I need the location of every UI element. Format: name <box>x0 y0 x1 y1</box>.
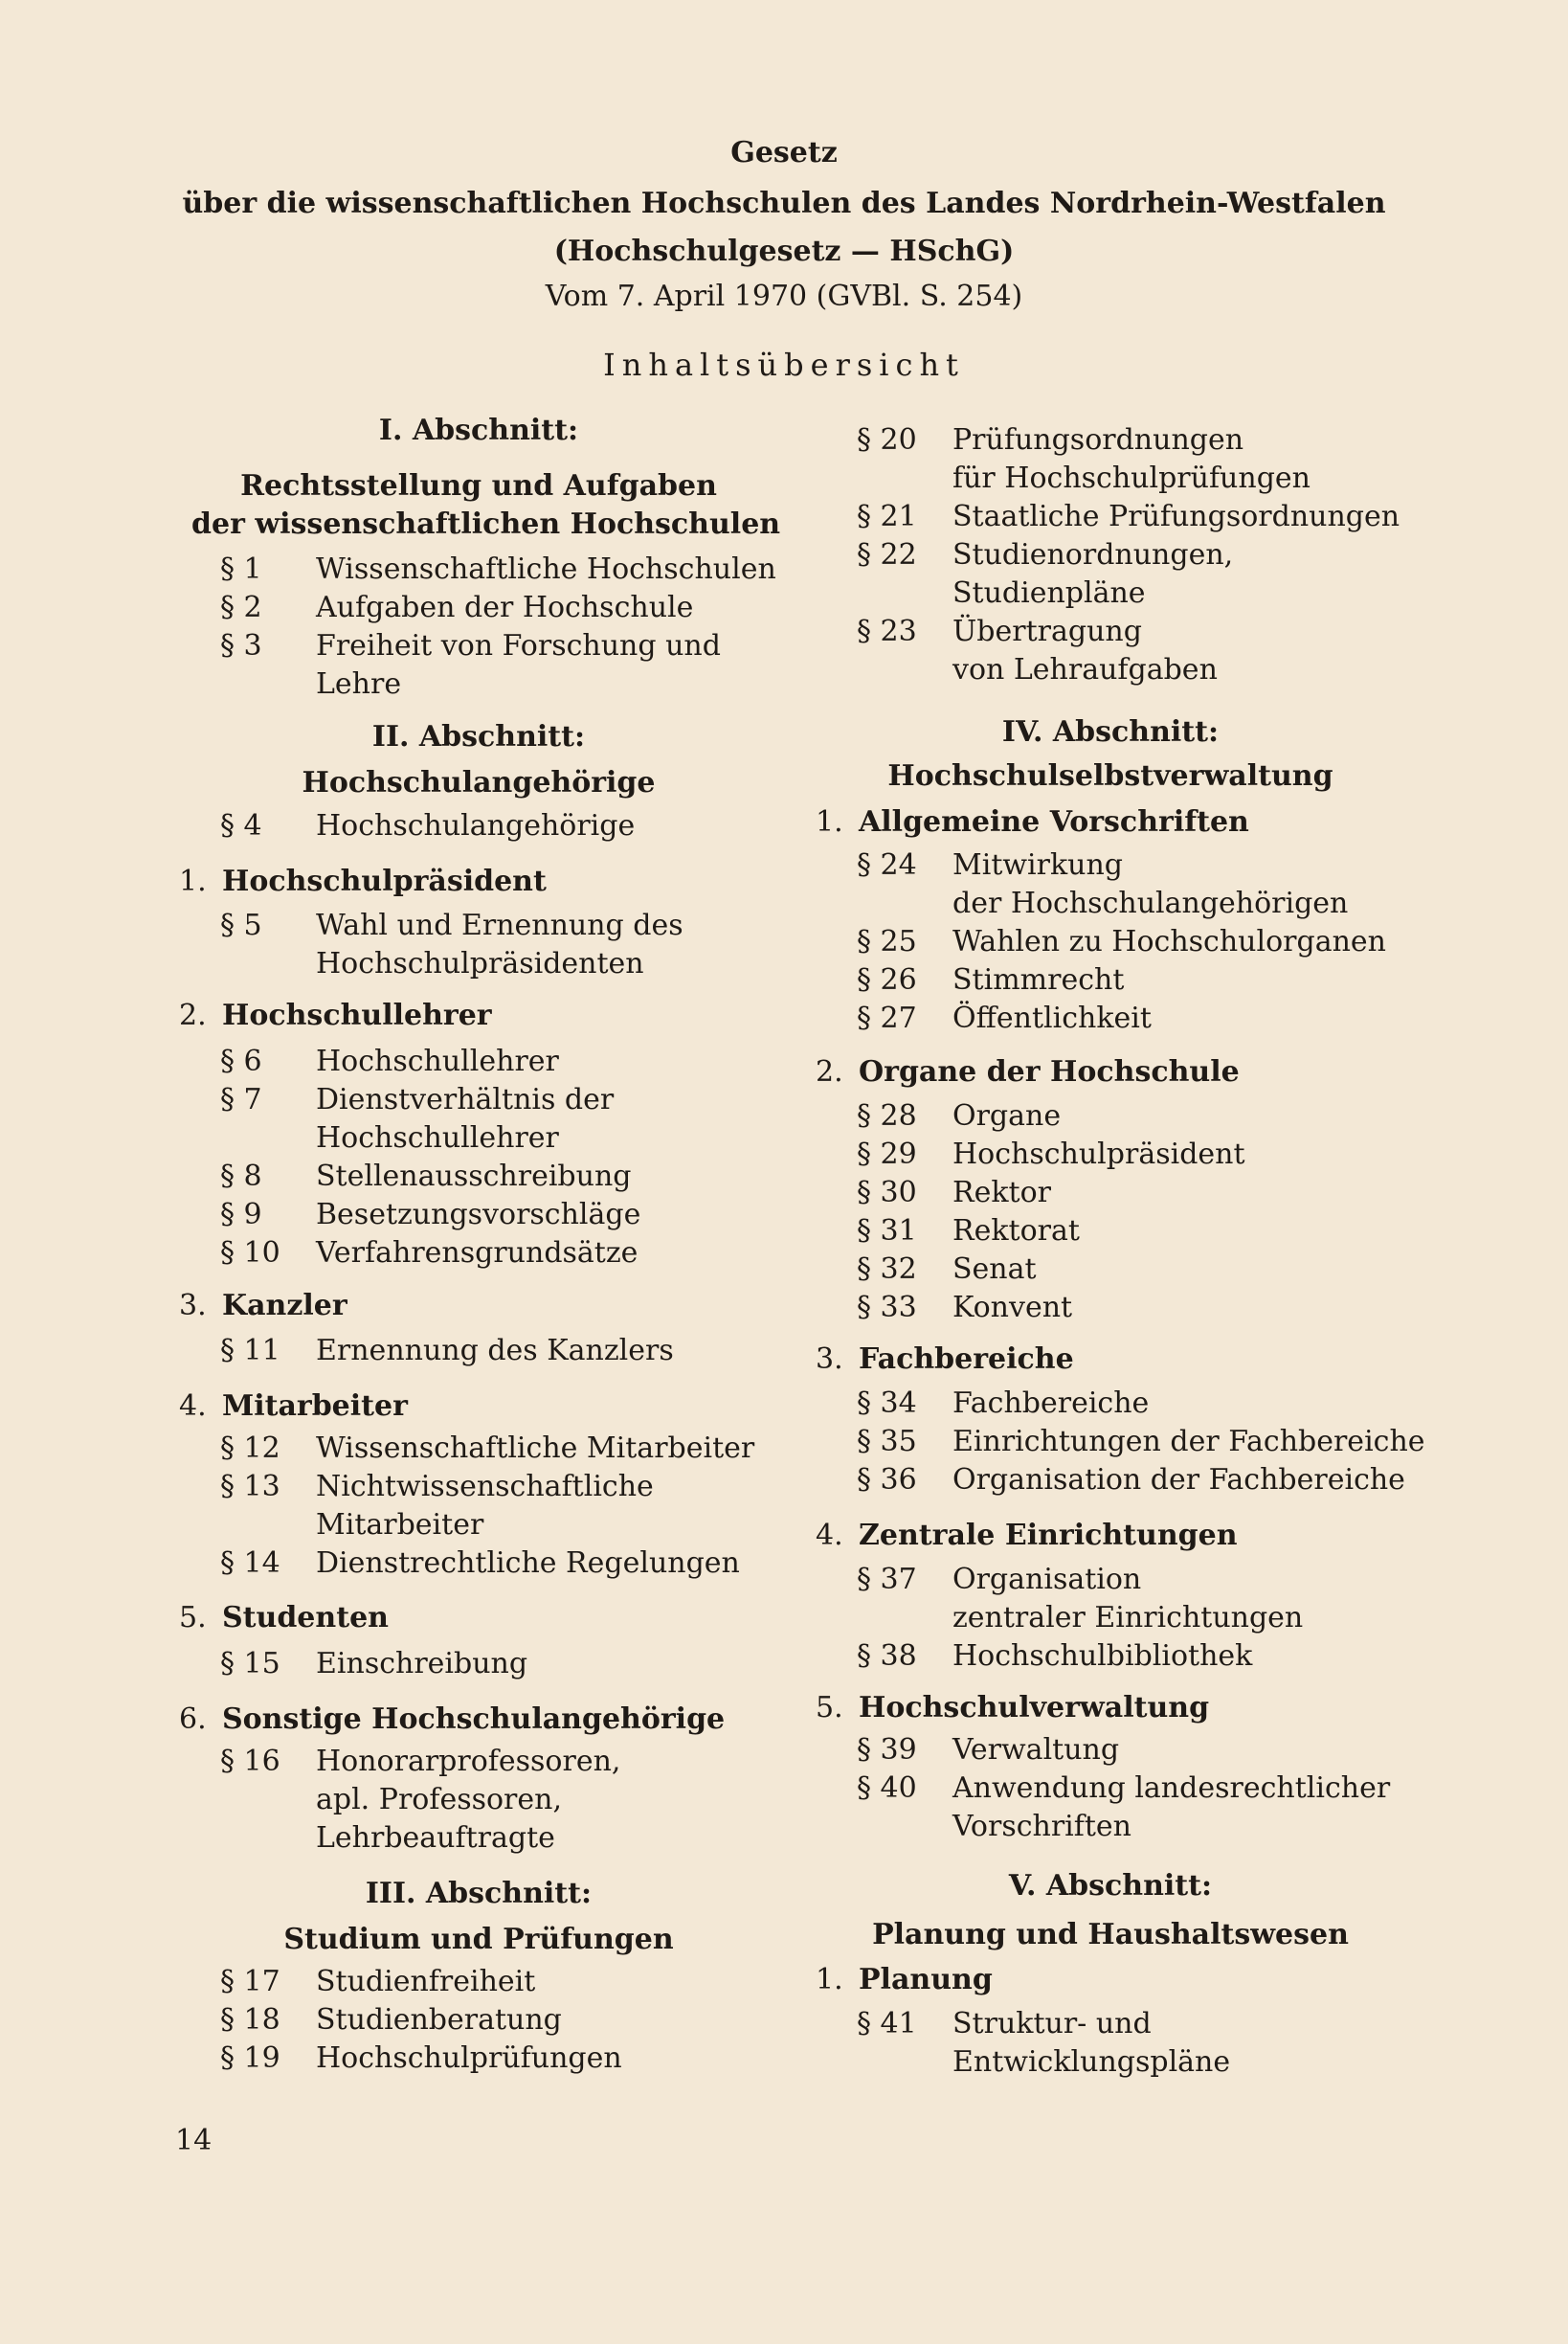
page-number: 14 <box>175 2124 213 2157</box>
toc-entry: § 27 Öffentlichkeit <box>857 1002 1152 1035</box>
toc-entry: § 29 Hochschulpräsident <box>857 1138 1245 1171</box>
toc-entry: § 31 Rektorat <box>857 1214 1080 1248</box>
toc-entry: § 24 Mitwirkung der Hochschulangehörigen <box>857 848 1349 920</box>
subsection-heading: 5. Hochschulverwaltung <box>816 1691 1210 1724</box>
subsection-heading: 3. Kanzler <box>179 1289 347 1322</box>
toc-entry: § 4 Hochschulangehörige <box>220 809 636 843</box>
toc-entry: § 13 Nichtwissenschaftliche Mitarbeiter <box>220 1470 654 1542</box>
toc-entry: § 25 Wahlen zu Hochschulorganen <box>857 925 1386 958</box>
toc-entry: § 6 Hochschullehrer <box>220 1045 559 1078</box>
toc-entry: § 19 Hochschulprüfungen <box>220 2041 622 2075</box>
toc-entry: § 9 Besetzungsvorschläge <box>220 1198 641 1231</box>
subsection-heading: 2. Organe der Hochschule <box>816 1055 1240 1089</box>
toc-entry: § 5 Wahl und Ernennung des Hochschulpräsidenten <box>220 909 683 980</box>
toc-entry: § 12 Wissenschaftliche Mitarbeiter <box>220 1431 755 1465</box>
section-heading: II. Abschnitt: <box>371 720 586 754</box>
toc-entry: § 26 Stimmrecht <box>857 963 1125 997</box>
subsection-heading: 5. Studenten <box>179 1601 389 1634</box>
section-heading: I. Abschnitt: <box>378 414 579 447</box>
toc-entry: § 20 Prüfungsordnungen für Hochschulprüfungen <box>857 423 1310 495</box>
law-date: Vom 7. April 1970 (GVBl. S. 254) <box>545 280 1023 313</box>
section-title: Planung und Haushaltswesen <box>872 1918 1349 1951</box>
toc-entry: § 8 Stellenausschreibung <box>220 1160 632 1193</box>
toc-entry: § 15 Einschreibung <box>220 1647 528 1680</box>
toc-entry: § 33 Konvent <box>857 1291 1073 1324</box>
toc-entry: § 2 Aufgaben der Hochschule <box>220 591 694 624</box>
section-title: Studium und Prüfungen <box>283 1923 674 1956</box>
subsection-heading: 4. Zentrale Einrichtungen <box>816 1519 1238 1552</box>
subsection-heading: 3. Fachbereiche <box>816 1342 1074 1376</box>
subsection-heading: 6. Sonstige Hochschulangehörige <box>179 1702 726 1736</box>
toc-entry: § 23 Übertragung von Lehraufgaben <box>857 615 1218 687</box>
toc-entry: § 37 Organisation zentraler Einrichtungen <box>857 1563 1304 1634</box>
section-title: Hochschulangehörige <box>302 766 656 800</box>
toc-entry: § 28 Organe <box>857 1099 1062 1133</box>
toc-entry: § 40 Anwendung landesrechtlicher Vorschriften <box>857 1771 1391 1843</box>
toc-entry: § 36 Organisation der Fachbereiche <box>857 1463 1405 1497</box>
subsection-heading: 1. Hochschulpräsident <box>179 865 547 898</box>
section-heading: III. Abschnitt: <box>365 1877 593 1910</box>
section-title: der wissenschaftlichen Hochschulen <box>191 507 781 541</box>
law-short-title: (Hochschulgesetz — HSchG) <box>553 235 1015 268</box>
toc-entry: § 38 Hochschulbibliothek <box>857 1639 1253 1673</box>
toc-entry: § 16 Honorarprofessoren, apl. Professoren, Lehrbeauftragte <box>220 1745 621 1855</box>
section-heading: V. Abschnitt: <box>1008 1869 1213 1903</box>
toc-entry: § 32 Senat <box>857 1252 1037 1286</box>
subsection-heading: 4. Mitarbeiter <box>179 1389 408 1423</box>
toc-entry: § 17 Studienfreiheit <box>220 1965 536 1998</box>
subsection-heading: 1. Planung <box>816 1963 993 1996</box>
toc-entry: § 30 Rektor <box>857 1176 1051 1209</box>
toc-entry: § 14 Dienstrechtliche Regelungen <box>220 1546 740 1580</box>
toc-entry: § 34 Fachbereiche <box>857 1386 1150 1420</box>
toc-entry: § 1 Wissenschaftliche Hochschulen <box>220 552 776 586</box>
toc-entry: § 7 Dienstverhältnis der Hochschullehrer <box>220 1083 615 1155</box>
toc-entry: § 18 Studienberatung <box>220 2003 562 2037</box>
section-title: Hochschulselbstverwaltung <box>887 759 1333 793</box>
toc-entry: § 39 Verwaltung <box>857 1733 1120 1767</box>
law-subtitle: über die wissenschaftlichen Hochschulen des Landes Nordrhein-Westfalen <box>182 187 1386 220</box>
law-title: Gesetz <box>730 136 838 169</box>
section-title: Rechtsstellung und Aufgaben <box>240 469 717 503</box>
toc-entry: § 35 Einrichtungen der Fachbereiche <box>857 1425 1425 1458</box>
toc-entry: § 21 Staatliche Prüfungsordnungen <box>857 500 1400 533</box>
subsection-heading: 1. Allgemeine Vorschriften <box>816 805 1249 839</box>
toc-entry: § 22 Studienordnungen, Studienpläne <box>857 538 1234 610</box>
toc-heading: Inhaltsübersicht <box>603 347 965 383</box>
toc-entry: § 3 Freiheit von Forschung und Lehre <box>220 629 721 701</box>
subsection-heading: 2. Hochschullehrer <box>179 999 492 1032</box>
toc-entry: § 41 Struktur- und Entwicklungspläne <box>857 2007 1231 2079</box>
section-heading: IV. Abschnitt: <box>1001 715 1220 749</box>
toc-entry: § 11 Ernennung des Kanzlers <box>220 1334 674 1367</box>
toc-entry: § 10 Verfahrensgrundsätze <box>220 1236 638 1270</box>
